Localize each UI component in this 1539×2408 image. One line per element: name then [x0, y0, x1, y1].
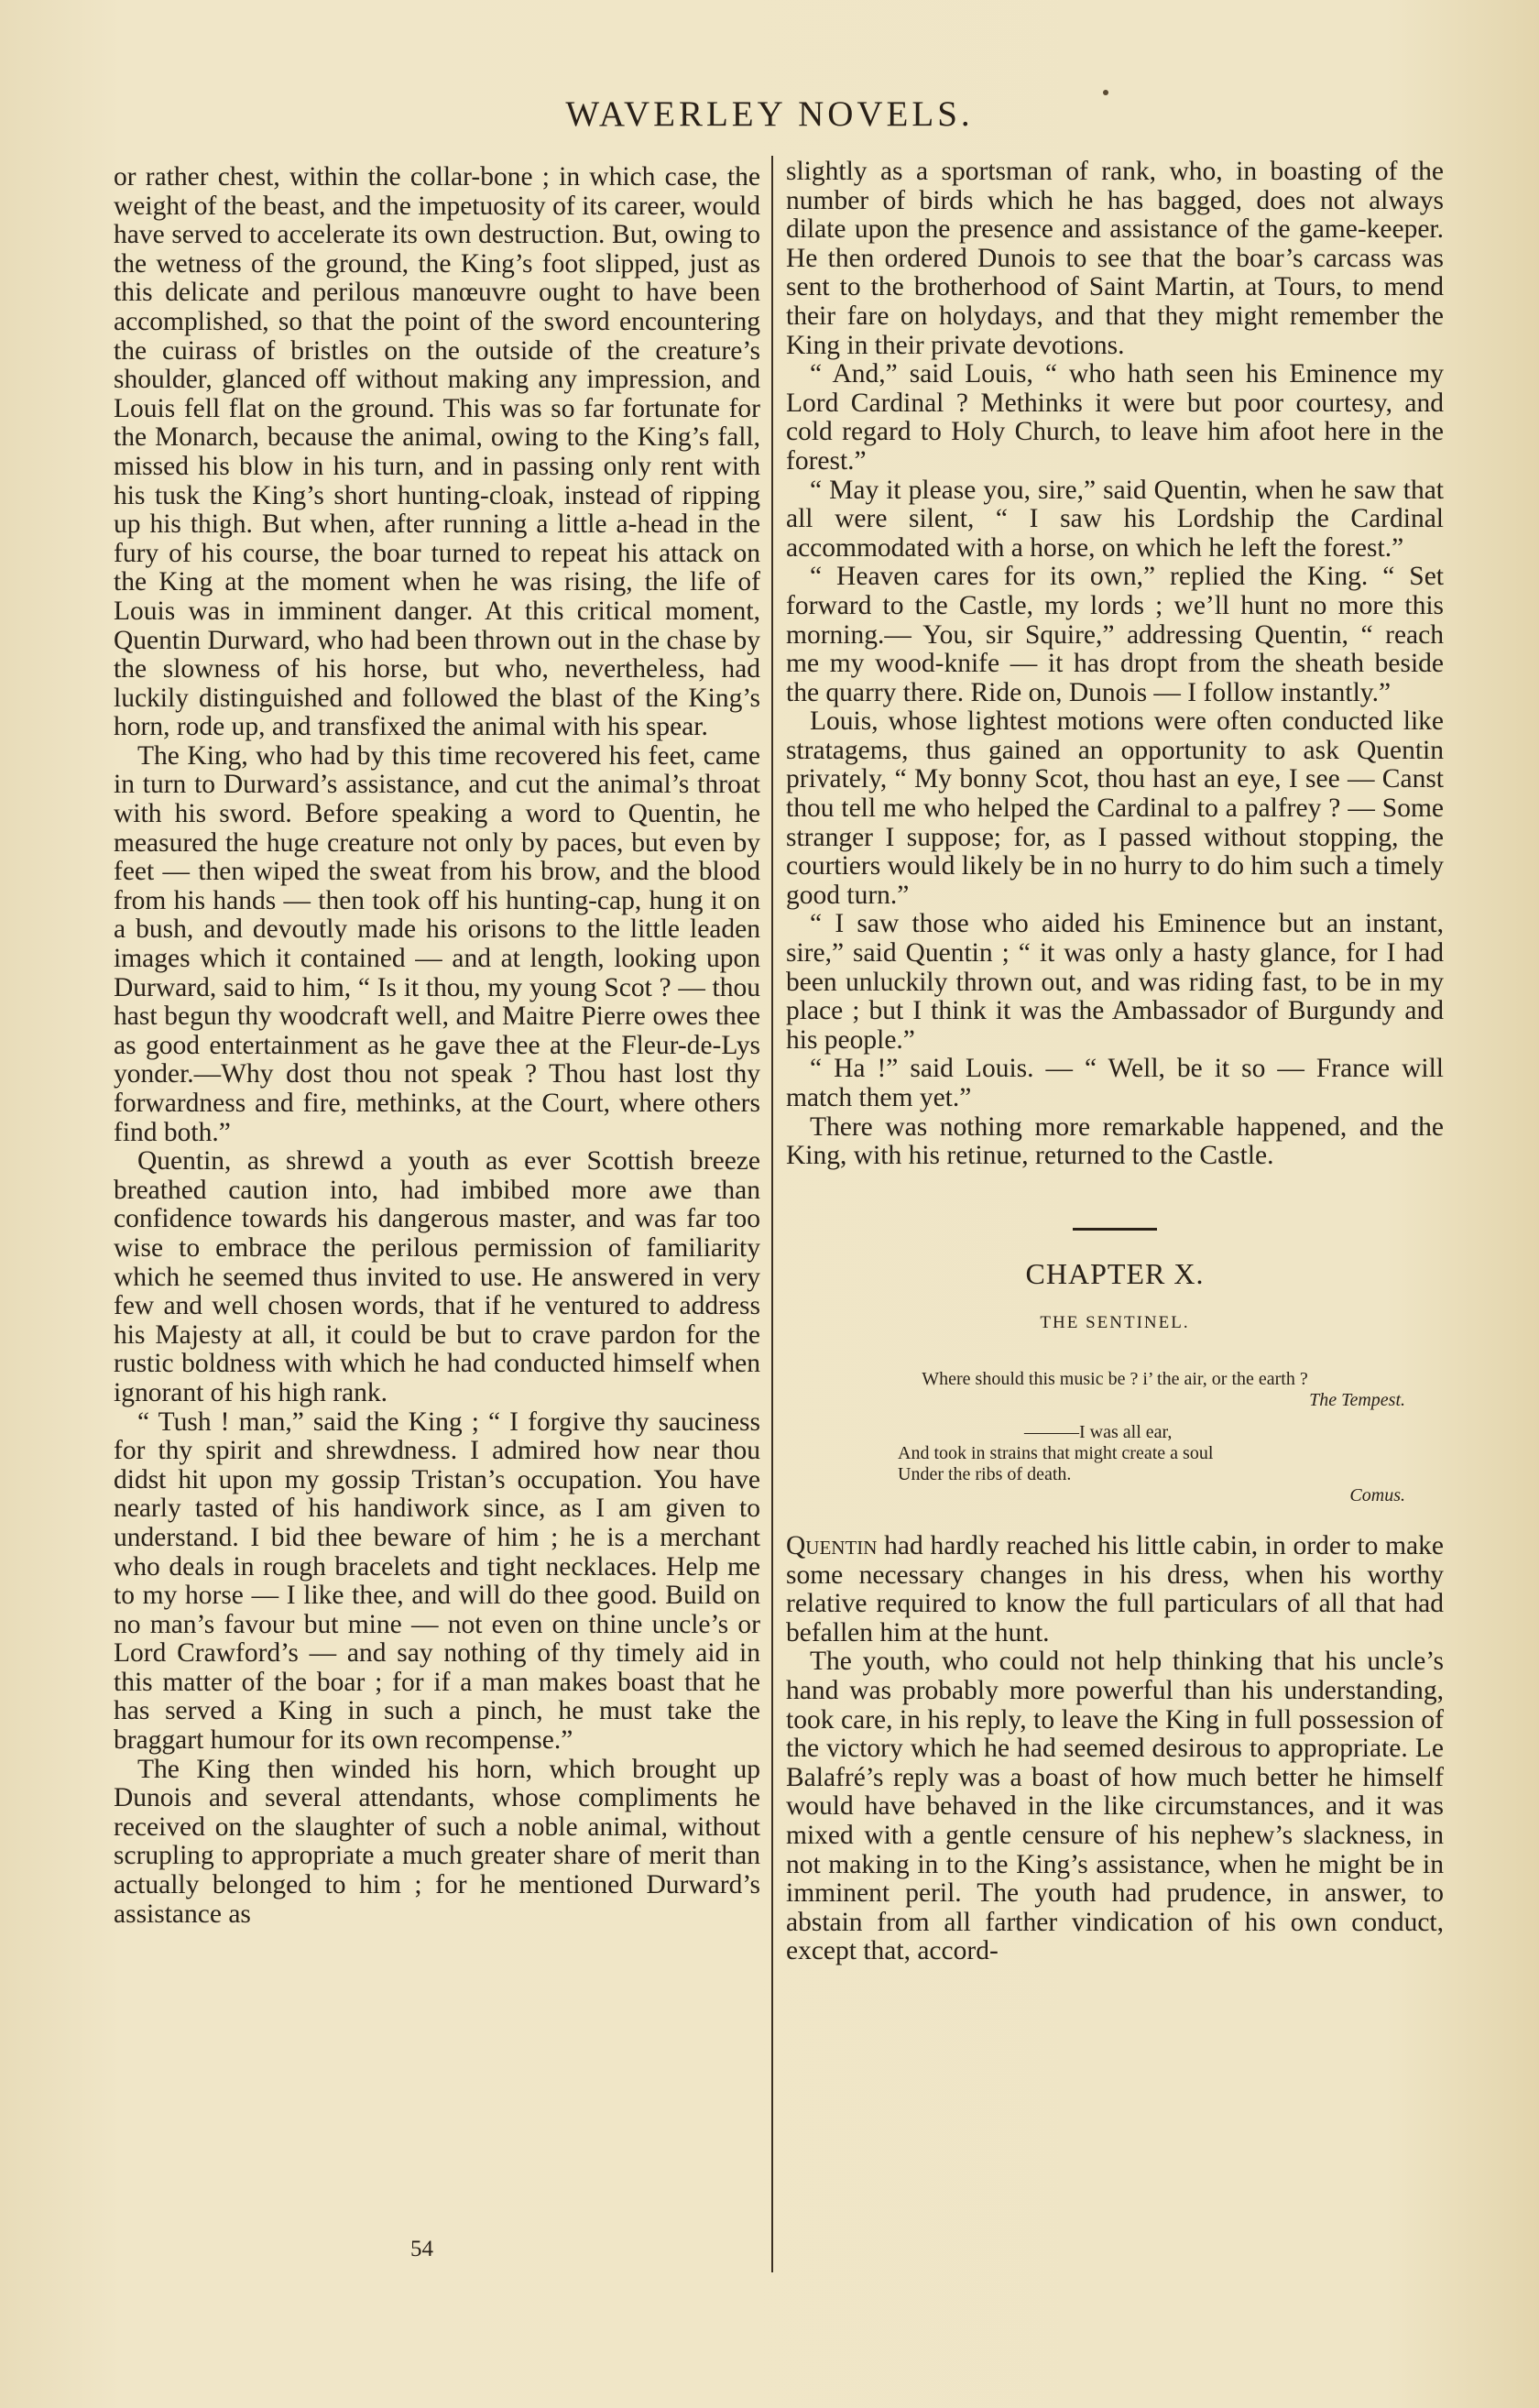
section-rule [1073, 1228, 1157, 1231]
column-divider [771, 156, 773, 2272]
epigraph-line: Under the ribs of death. [898, 1463, 1072, 1484]
epigraph-line: And took in strains that might create a soul [898, 1442, 1214, 1463]
paragraph: The King then winded his horn, which brought up Dunois and several attendants, whose compliments he received on the slaughter of such a noble animal, without scrupling to appropriate a much greater share of merit than actually belonged to him ; for he mentioned Durward’s assistance as [114, 1754, 760, 1929]
paragraph: “ Ha !” said Louis. — “ Well, be it so — France will match them yet.” [786, 1054, 1444, 1112]
paragraph: “ Heaven cares for its own,” replied the King. “ Set forward to the Castle, my lords ; we’ll hunt no more this morning.— You, sir Squire,” addressing Quentin, “ reach me my wood-knife — it has dropt from the sheath beside the quarry there. Ride on, Dunois — I follow instantly.” [786, 562, 1444, 707]
paragraph: slightly as a sportsman of rank, who, in boasting of the number of birds which he has bagged, does not always dilate upon the presence and assistance of the game-keeper. He then ordered Dunois to see that the boar’s carcass was sent to the brotherhood of Saint Martin, at Tours, to mend their fare on holydays, and that they might remember the King in their private devotions. [786, 157, 1444, 360]
epigraph-attribution: Comus. [1349, 1484, 1405, 1505]
paragraph: Louis, whose lightest motions were often conducted like stratagems, thus gained an opportunity to ask Quentin privately, “ My bonny Scot, thou hast an eye, I see — Canst thou tell me who helped the Cardinal to a palfrey ? — Some stranger I suppose; for, as I passed without stopping, the courtiers would likely be in no hurry to do him such a timely good turn.” [786, 706, 1444, 910]
paragraph: or rather chest, within the collar-bone ; in which case, the weight of the beast, and the impetuosity of its career, would have served to accelerate its own destruction. But, owing to the wetness of the ground, the King’s foot slipped, just as this delicate and perilous manœuvre ought to have been accomplished, so that the point of the sword encountering the cuirass of bristles on the outside of the creature’s shoulder, glanced off without making any impression, and Louis fell flat on the ground. This was so far fortunate for the Monarch, because the animal, owing to the King’s fall, missed his blow in his turn, and in passing only rent with his tusk the King’s short hunting-cloak, instead of ripping up his thigh. But when, after running a little a-head in the fury of his course, the boar turned to repeat his attack on the King at the moment when he was rising, the life of Louis was in imminent danger. At this critical moment, Quentin Durward, who had been thrown out in the chase by the slowness of his horse, but who, nevertheless, had luckily distinguished and followed the blast of the King’s horn, rode up, and transfixed the animal with his spear. [114, 162, 760, 742]
paragraph: There was nothing more remarkable happened, and the King, with his retinue, returned to the Castle. [786, 1111, 1444, 1171]
paragraph: “ May it please you, sire,” said Quentin, when he saw that all were silent, “ I saw his Lordship the Cardinal accommodated with a horse, on which he left the forest.” [786, 475, 1444, 563]
paragraph: “ And,” said Louis, “ who hath seen his Eminence my Lord Cardinal ? Methinks it were but poor courtesy, and cold regard to Holy Church, to leave him afoot here in the forest.” [786, 359, 1444, 476]
right-column [786, 158, 1444, 1966]
opening-text: had hardly reached his little cabin, in order to make some necessary changes in his dress, when his worthy relative required to know the full particulars of all that had befallen him at the hunt. [786, 1530, 1444, 1647]
paragraph: “ Tush ! man,” said the King ; “ I forgive thy sauciness for thy spirit and shrewdness. I admired how near thou didst hit upon my gossip Tristan’s occupation. You have nearly tasted of his handiwork since, as I am given to understand. I bid thee beware of him ; he is a merchant who deals in rough bracelets and tight necklaces. Help me to my horse — I like thee, and will do thee good. Build on no man’s favour but mine — not even on thine uncle’s or Lord Crawford’s — and say nothing of thy timely aid in this matter of the boar ; for if a man makes boast that he has served a King in such a pinch, he must take the braggart humour for its own recompense.” [114, 1406, 760, 1756]
page-number: 54 [410, 2237, 433, 2261]
paragraph: The youth, who could not help thinking that his uncle’s hand was probably more powerful than his understanding, took care, in his reply, to leave the King in full possession of the victory which he had seemed desirous to appropriate. Le Balafré’s reply was a boast of how much better he himself would have behaved in the like circumstances, and it was mixed with a gentle censure of his nephew’s slackness, in not making in to the King’s assistance, when he might be in imminent peril. The youth had prudence, in answer, to abstain from all farther vindication of his own conduct, except that, accord- [786, 1647, 1444, 1966]
chapter-title: CHAPTER X. [1025, 1256, 1205, 1290]
epigraph-line: ———I was all ear, [1024, 1421, 1173, 1442]
epigraph-line: Where should this music be ? i’ the air, or the earth ? [922, 1368, 1308, 1389]
opening-word: Quentin [786, 1530, 878, 1560]
chapter-opening-paragraph [786, 1532, 1444, 1647]
paragraph: “ I saw those who aided his Eminence but an instant, sire,” said Quentin ; “ it was only a hasty glance, for I had been unluckily thrown out, and was riding fast, to be in my place ; but I think it was the Ambassador of Burgundy and his people.” [786, 909, 1444, 1055]
paragraph: The King, who had by this time recovered his feet, came in turn to Durward’s assistance, and cut the animal’s throat with his sword. Before speaking a word to Quentin, he measured the huge creature not only by paces, but even by feet — then wiped the sweat from his brow, and the blood from his hands — then took off his hunting-cap, hung it on a bush, and devoutly made his orisons to the little leaden images which it contained — and at length, looking upon Durward, said to him, “ Is it thou, my young Scot ? — thou hast begun thy woodcraft well, and Maitre Pierre owes thee as good entertainment as he gave thee at the Fleur-de-Lys yonder.—Why dost thou not speak ? Thou hast lost thy forwardness and fire, methinks, at the Court, where others find both.” [114, 740, 760, 1147]
chapter-subtitle: THE SENTINEL. [1040, 1313, 1190, 1333]
left-column [114, 163, 760, 1929]
epigraph-attribution: The Tempest. [1309, 1389, 1405, 1410]
epigraph [786, 1369, 1444, 1506]
running-title: WAVERLEY NOVELS. [565, 94, 974, 134]
paragraph: Quentin, as shrewd a youth as ever Scottish breeze breathed caution into, had imbibed more awe than confidence towards his dangerous master, and was far too wise to embrace the perilous permission of familiarity which he seemed thus invited to use. He answered in very few and well chosen words, that if he ventured to address his Majesty at all, it could be but to crave pardon for the rustic boldness with which he had conducted himself when ignorant of his high rank. [114, 1146, 760, 1407]
